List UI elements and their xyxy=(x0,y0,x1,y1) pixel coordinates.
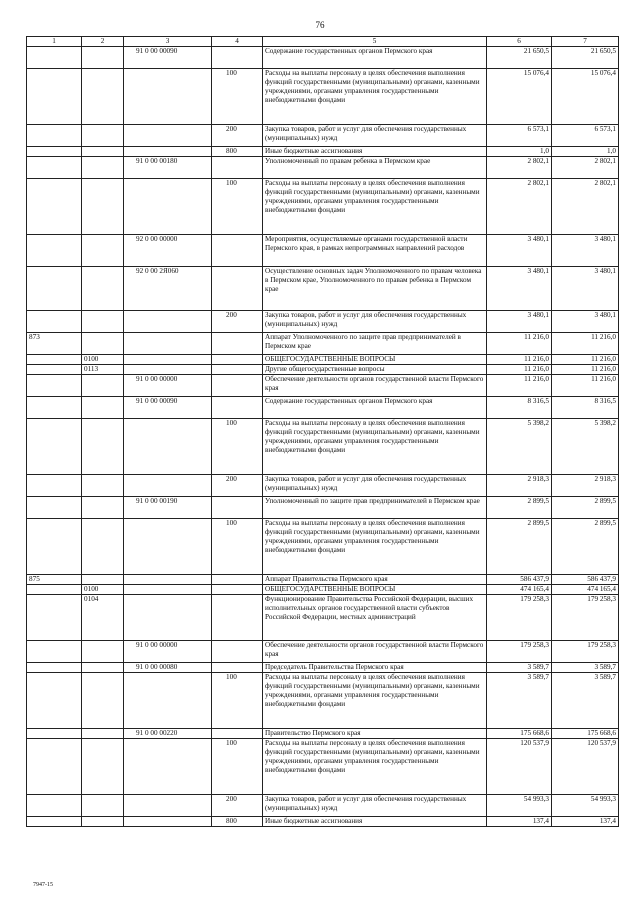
column-header: 7 xyxy=(552,37,619,47)
table-row xyxy=(27,663,619,673)
item-name: ОБЩЕГОСУДАРСТВЕННЫЕ ВОПРОСЫ xyxy=(263,355,487,365)
subsection-code xyxy=(82,311,124,333)
item-name: Содержание государственных органов Пермского края xyxy=(263,47,487,69)
expense-type-code xyxy=(212,365,263,375)
amount-year-2: 474 165,4 xyxy=(552,585,619,595)
expense-type-code xyxy=(212,397,263,419)
table-row xyxy=(27,179,619,235)
amount-year-1: 2 802,1 xyxy=(487,157,552,179)
item-name: Уполномоченный по защите прав предпринимателей в Пермском крае xyxy=(263,497,487,519)
item-name: Расходы на выплаты персоналу в целях обеспечения выполнения функций государственными (муниципальными) органами, казенными учреждениями, органами управления государственными внебюджетными фондами xyxy=(263,69,487,125)
item-name: Председатель Правительства Пермского края xyxy=(263,663,487,673)
table-row xyxy=(27,585,619,595)
amount-year-2: 54 993,3 xyxy=(552,795,619,817)
target-article-code xyxy=(124,179,212,235)
table-row xyxy=(27,419,619,475)
table-row xyxy=(27,673,619,729)
item-name: Функционирование Правительства Российской Федерации, высших исполнительных органов государственной власти субъектов Российской Федерации, местных администраций xyxy=(263,595,487,641)
amount-year-2: 6 573,1 xyxy=(552,125,619,147)
target-article-code: 91 0 00 00220 xyxy=(124,729,212,739)
expense-type-code: 100 xyxy=(212,739,263,795)
section-code xyxy=(27,729,82,739)
amount-year-1: 175 668,6 xyxy=(487,729,552,739)
amount-year-1: 2 802,1 xyxy=(487,179,552,235)
table-row xyxy=(27,355,619,365)
section-code xyxy=(27,179,82,235)
table-row xyxy=(27,157,619,179)
amount-year-2: 3 480,1 xyxy=(552,235,619,267)
amount-year-2: 2 802,1 xyxy=(552,179,619,235)
amount-year-2: 179 258,3 xyxy=(552,641,619,663)
expense-type-code xyxy=(212,595,263,641)
subsection-code xyxy=(82,519,124,575)
target-article-code xyxy=(124,333,212,355)
section-code xyxy=(27,595,82,641)
subsection-code xyxy=(82,375,124,397)
amount-year-2: 3 480,1 xyxy=(552,267,619,311)
target-article-code: 91 0 00 00090 xyxy=(124,47,212,69)
amount-year-2: 120 537,9 xyxy=(552,739,619,795)
expense-type-code: 100 xyxy=(212,69,263,125)
target-article-code xyxy=(124,147,212,157)
column-header: 5 xyxy=(263,37,487,47)
section-code xyxy=(27,795,82,817)
subsection-code xyxy=(82,47,124,69)
table-row xyxy=(27,595,619,641)
amount-year-1: 3 480,1 xyxy=(487,311,552,333)
item-name: Обеспечение деятельности органов государственной власти Пермского края xyxy=(263,375,487,397)
expense-type-code: 100 xyxy=(212,673,263,729)
expense-type-code xyxy=(212,575,263,585)
column-header: 2 xyxy=(82,37,124,47)
amount-year-1: 6 573,1 xyxy=(487,125,552,147)
subsection-code xyxy=(82,475,124,497)
subsection-code xyxy=(82,235,124,267)
item-name: Расходы на выплаты персоналу в целях обеспечения выполнения функций государственными (муниципальными) органами, казенными учреждениями, органами управления государственными внебюджетными фондами xyxy=(263,739,487,795)
section-code xyxy=(27,147,82,157)
target-article-code xyxy=(124,311,212,333)
section-code xyxy=(27,641,82,663)
subsection-code xyxy=(82,663,124,673)
amount-year-2: 3 480,1 xyxy=(552,311,619,333)
section-code xyxy=(27,497,82,519)
target-article-code xyxy=(124,365,212,375)
item-name: Иные бюджетные ассигнования xyxy=(263,817,487,827)
table-row xyxy=(27,235,619,267)
section-code xyxy=(27,375,82,397)
table-row xyxy=(27,729,619,739)
subsection-code xyxy=(82,673,124,729)
section-code xyxy=(27,157,82,179)
amount-year-1: 2 899,5 xyxy=(487,497,552,519)
amount-year-2: 21 650,5 xyxy=(552,47,619,69)
expense-type-code xyxy=(212,497,263,519)
table-row xyxy=(27,375,619,397)
item-name: Осуществление основных задач Уполномоченного по правам человека в Пермском крае, Уполномоченного по правам ребенка в Пермском крае xyxy=(263,267,487,311)
amount-year-1: 3 480,1 xyxy=(487,267,552,311)
column-header: 6 xyxy=(487,37,552,47)
section-code: 873 xyxy=(27,333,82,355)
amount-year-1: 3 589,7 xyxy=(487,663,552,673)
item-name: Расходы на выплаты персоналу в целях обеспечения выполнения функций государственными (муниципальными) органами, казенными учреждениями, органами управления государственными внебюджетными фондами xyxy=(263,179,487,235)
target-article-code: 91 0 00 00000 xyxy=(124,375,212,397)
amount-year-2: 5 398,2 xyxy=(552,419,619,475)
section-code xyxy=(27,125,82,147)
amount-year-1: 2 899,5 xyxy=(487,519,552,575)
subsection-code xyxy=(82,69,124,125)
amount-year-2: 3 589,7 xyxy=(552,663,619,673)
item-name: Правительство Пермского края xyxy=(263,729,487,739)
section-code xyxy=(27,817,82,827)
column-number-row xyxy=(27,37,619,47)
amount-year-2: 175 668,6 xyxy=(552,729,619,739)
table-row xyxy=(27,311,619,333)
amount-year-2: 8 316,5 xyxy=(552,397,619,419)
table-row xyxy=(27,69,619,125)
target-article-code xyxy=(124,355,212,365)
item-name: Содержание государственных органов Пермского края xyxy=(263,397,487,419)
expense-type-code xyxy=(212,47,263,69)
subsection-code xyxy=(82,739,124,795)
subsection-code xyxy=(82,397,124,419)
section-code xyxy=(27,585,82,595)
section-code xyxy=(27,739,82,795)
subsection-code xyxy=(82,795,124,817)
table-row xyxy=(27,519,619,575)
item-name: Расходы на выплаты персоналу в целях обеспечения выполнения функций государственными (муниципальными) органами, казенными учреждениями, органами управления государственными внебюджетными фондами xyxy=(263,419,487,475)
target-article-code xyxy=(124,575,212,585)
expense-type-code: 100 xyxy=(212,419,263,475)
subsection-code xyxy=(82,147,124,157)
column-header: 4 xyxy=(212,37,263,47)
expense-type-code xyxy=(212,729,263,739)
amount-year-2: 15 076,4 xyxy=(552,69,619,125)
expense-type-code xyxy=(212,641,263,663)
target-article-code xyxy=(124,519,212,575)
amount-year-2: 137,4 xyxy=(552,817,619,827)
item-name: Закупка товаров, работ и услуг для обеспечения государственных (муниципальных) нужд xyxy=(263,475,487,497)
section-code xyxy=(27,475,82,497)
section-code xyxy=(27,419,82,475)
amount-year-2: 2 918,3 xyxy=(552,475,619,497)
amount-year-2: 179 258,3 xyxy=(552,595,619,641)
item-name: Уполномоченный по правам ребенка в Пермском крае xyxy=(263,157,487,179)
amount-year-1: 5 398,2 xyxy=(487,419,552,475)
footer-code: 7947-15 xyxy=(33,882,53,888)
subsection-code xyxy=(82,575,124,585)
subsection-code: 0100 xyxy=(82,355,124,365)
amount-year-2: 11 216,0 xyxy=(552,333,619,355)
expense-type-code: 200 xyxy=(212,475,263,497)
section-code xyxy=(27,235,82,267)
item-name: Иные бюджетные ассигнования xyxy=(263,147,487,157)
expense-type-code xyxy=(212,375,263,397)
subsection-code xyxy=(82,497,124,519)
target-article-code xyxy=(124,817,212,827)
expense-type-code xyxy=(212,663,263,673)
amount-year-2: 1,0 xyxy=(552,147,619,157)
subsection-code xyxy=(82,267,124,311)
amount-year-1: 11 216,0 xyxy=(487,355,552,365)
target-article-code xyxy=(124,585,212,595)
table-row xyxy=(27,147,619,157)
expense-type-code xyxy=(212,355,263,365)
subsection-code: 0113 xyxy=(82,365,124,375)
item-name: Расходы на выплаты персоналу в целях обеспечения выполнения функций государственными (муниципальными) органами, казенными учреждениями, органами управления государственными внебюджетными фондами xyxy=(263,673,487,729)
expense-type-code xyxy=(212,267,263,311)
target-article-code xyxy=(124,125,212,147)
expense-type-code xyxy=(212,235,263,267)
section-code xyxy=(27,397,82,419)
subsection-code: 0100 xyxy=(82,585,124,595)
section-code xyxy=(27,311,82,333)
target-article-code: 91 0 00 00080 xyxy=(124,663,212,673)
table-row xyxy=(27,641,619,663)
expense-type-code: 200 xyxy=(212,125,263,147)
item-name: Обеспечение деятельности органов государственной власти Пермского края xyxy=(263,641,487,663)
subsection-code xyxy=(82,641,124,663)
amount-year-1: 179 258,3 xyxy=(487,641,552,663)
item-name: Аппарат Уполномоченного по защите прав предпринимателей в Пермском крае xyxy=(263,333,487,355)
amount-year-1: 11 216,0 xyxy=(487,375,552,397)
table-row xyxy=(27,267,619,311)
amount-year-1: 21 650,5 xyxy=(487,47,552,69)
table-row xyxy=(27,397,619,419)
subsection-code xyxy=(82,125,124,147)
amount-year-2: 11 216,0 xyxy=(552,365,619,375)
expense-type-code: 800 xyxy=(212,817,263,827)
item-name: ОБЩЕГОСУДАРСТВЕННЫЕ ВОПРОСЫ xyxy=(263,585,487,595)
target-article-code: 91 0 00 00090 xyxy=(124,397,212,419)
amount-year-2: 11 216,0 xyxy=(552,375,619,397)
item-name: Аппарат Правительства Пермского края xyxy=(263,575,487,585)
target-article-code: 91 0 00 00180 xyxy=(124,157,212,179)
target-article-code xyxy=(124,419,212,475)
target-article-code xyxy=(124,673,212,729)
subsection-code: 0104 xyxy=(82,595,124,641)
target-article-code: 91 0 00 00190 xyxy=(124,497,212,519)
amount-year-1: 586 437,9 xyxy=(487,575,552,585)
subsection-code xyxy=(82,333,124,355)
item-name: Закупка товаров, работ и услуг для обеспечения государственных (муниципальных) нужд xyxy=(263,795,487,817)
target-article-code: 92 0 00 2Я060 xyxy=(124,267,212,311)
amount-year-1: 3 589,7 xyxy=(487,673,552,729)
table-row xyxy=(27,47,619,69)
table-row xyxy=(27,739,619,795)
expense-type-code: 200 xyxy=(212,311,263,333)
table-row xyxy=(27,817,619,827)
amount-year-2: 11 216,0 xyxy=(552,355,619,365)
expense-type-code xyxy=(212,585,263,595)
subsection-code xyxy=(82,179,124,235)
amount-year-1: 137,4 xyxy=(487,817,552,827)
page-number: 76 xyxy=(315,20,325,30)
amount-year-1: 15 076,4 xyxy=(487,69,552,125)
amount-year-1: 474 165,4 xyxy=(487,585,552,595)
amount-year-1: 54 993,3 xyxy=(487,795,552,817)
subsection-code xyxy=(82,817,124,827)
target-article-code xyxy=(124,475,212,497)
target-article-code xyxy=(124,739,212,795)
table-row xyxy=(27,125,619,147)
amount-year-1: 8 316,5 xyxy=(487,397,552,419)
section-code xyxy=(27,355,82,365)
amount-year-2: 2 802,1 xyxy=(552,157,619,179)
table-row xyxy=(27,575,619,585)
column-header: 3 xyxy=(124,37,212,47)
table-row xyxy=(27,795,619,817)
section-code xyxy=(27,663,82,673)
target-article-code xyxy=(124,69,212,125)
subsection-code xyxy=(82,419,124,475)
item-name: Расходы на выплаты персоналу в целях обеспечения выполнения функций государственными (муниципальными) органами, казенными учреждениями, органами управления государственными внебюджетными фондами xyxy=(263,519,487,575)
subsection-code xyxy=(82,157,124,179)
target-article-code xyxy=(124,595,212,641)
target-article-code: 91 0 00 00000 xyxy=(124,641,212,663)
amount-year-2: 2 899,5 xyxy=(552,519,619,575)
amount-year-1: 2 918,3 xyxy=(487,475,552,497)
expense-type-code: 800 xyxy=(212,147,263,157)
amount-year-1: 120 537,9 xyxy=(487,739,552,795)
target-article-code: 92 0 00 00000 xyxy=(124,235,212,267)
amount-year-1: 11 216,0 xyxy=(487,333,552,355)
expense-type-code xyxy=(212,157,263,179)
target-article-code xyxy=(124,795,212,817)
item-name: Мероприятия, осуществляемые органами государственной власти Пермского края, в рамках непрограммных направлений расходов xyxy=(263,235,487,267)
column-header: 1 xyxy=(27,37,82,47)
item-name: Закупка товаров, работ и услуг для обеспечения государственных (муниципальных) нужд xyxy=(263,125,487,147)
section-code: 875 xyxy=(27,575,82,585)
budget-table xyxy=(26,36,619,827)
item-name: Закупка товаров, работ и услуг для обеспечения государственных (муниципальных) нужд xyxy=(263,311,487,333)
amount-year-2: 3 589,7 xyxy=(552,673,619,729)
table-row xyxy=(27,475,619,497)
amount-year-1: 11 216,0 xyxy=(487,365,552,375)
section-code xyxy=(27,267,82,311)
section-code xyxy=(27,673,82,729)
section-code xyxy=(27,365,82,375)
amount-year-1: 179 258,3 xyxy=(487,595,552,641)
subsection-code xyxy=(82,729,124,739)
table-row xyxy=(27,333,619,355)
amount-year-1: 3 480,1 xyxy=(487,235,552,267)
item-name: Другие общегосударственные вопросы xyxy=(263,365,487,375)
amount-year-2: 586 437,9 xyxy=(552,575,619,585)
expense-type-code: 200 xyxy=(212,795,263,817)
amount-year-2: 2 899,5 xyxy=(552,497,619,519)
table-row xyxy=(27,497,619,519)
section-code xyxy=(27,69,82,125)
amount-year-1: 1,0 xyxy=(487,147,552,157)
expense-type-code xyxy=(212,333,263,355)
table-row xyxy=(27,365,619,375)
section-code xyxy=(27,519,82,575)
expense-type-code: 100 xyxy=(212,179,263,235)
section-code xyxy=(27,47,82,69)
expense-type-code: 100 xyxy=(212,519,263,575)
